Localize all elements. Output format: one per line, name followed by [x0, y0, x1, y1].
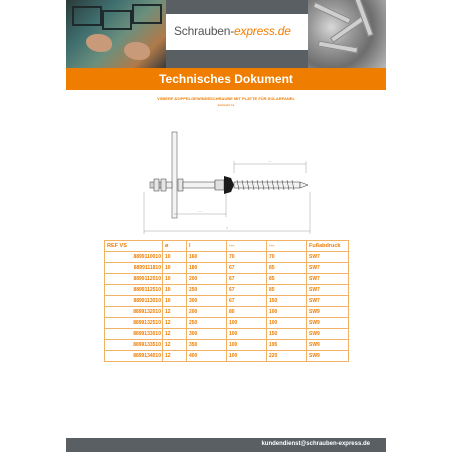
table-cell: 8899133010	[105, 329, 163, 340]
table-cell: SW9	[307, 340, 349, 351]
logo-main-text: Schrauben-	[174, 24, 235, 38]
column-header: REF VS	[105, 241, 163, 252]
document-title: Technisches Dokument	[159, 72, 293, 86]
table-cell: SW9	[307, 318, 349, 329]
sealing-washer	[224, 176, 234, 194]
dimension-label-middle: ---	[198, 209, 202, 213]
hand-icon	[124, 42, 150, 60]
table-row	[105, 252, 349, 263]
screw-tip	[300, 182, 308, 188]
tool-tray-icon	[102, 10, 132, 30]
screw-technical-drawing	[106, 118, 346, 236]
table-row	[105, 329, 349, 340]
table-cell: SW7	[307, 296, 349, 307]
header-banner	[66, 0, 386, 68]
column-header: l	[187, 241, 227, 252]
table-cell: SW9	[307, 307, 349, 318]
table-cell: 10	[163, 252, 187, 263]
table-cell: 8899132010	[105, 307, 163, 318]
table-cell: 70	[267, 252, 307, 263]
table-row	[105, 340, 349, 351]
support-email-link[interactable]: kundendienst@schrauben-express.de	[261, 441, 370, 447]
nut	[178, 179, 183, 191]
column-header: Fußabdruck	[307, 241, 349, 252]
table-cell: 100	[227, 329, 267, 340]
product-reference: Edelstahl A2	[217, 103, 235, 107]
screws-photo	[308, 0, 386, 68]
column-header: ---	[227, 241, 267, 252]
column-header: ø	[163, 241, 187, 252]
table-cell: 8899113010	[105, 296, 163, 307]
table-cell: 12	[163, 351, 187, 362]
dimension-label-top: ---	[268, 159, 272, 163]
table-cell: 80	[227, 307, 267, 318]
table-cell: 70	[227, 252, 267, 263]
table-cell: 8899112010	[105, 274, 163, 285]
table-cell: SW9	[307, 351, 349, 362]
tool-tray-icon	[132, 4, 162, 24]
table-cell: 150	[267, 329, 307, 340]
table-cell: 67	[227, 263, 267, 274]
table-cell: 8899111810	[105, 263, 163, 274]
table-cell: 220	[267, 351, 307, 362]
table-cell: 8899133510	[105, 340, 163, 351]
table-cell: 300	[187, 329, 227, 340]
table-cell: 180	[187, 263, 227, 274]
table-cell: 250	[187, 318, 227, 329]
footer-bar	[66, 438, 386, 452]
table-cell: 150	[267, 296, 307, 307]
document-page	[66, 0, 386, 452]
table-cell: 85	[267, 274, 307, 285]
table-cell: 100	[227, 318, 267, 329]
table-row	[105, 351, 349, 362]
table-cell: SW7	[307, 263, 349, 274]
table-cell: SW7	[307, 274, 349, 285]
hand-icon	[86, 34, 112, 52]
table-cell: 195	[267, 340, 307, 351]
table-cell: 8899132510	[105, 318, 163, 329]
table-cell: 400	[187, 351, 227, 362]
screw-collar	[215, 180, 224, 190]
table-cell: 12	[163, 318, 187, 329]
dimension-label-total: l	[226, 226, 228, 230]
table-cell: 160	[187, 252, 227, 263]
table-header-row	[105, 241, 349, 252]
product-title: VSBERF-DOPPELGEWINDESCHRAUBE MIT PLATTE FÜR SOLARPANEL	[157, 96, 295, 101]
table-cell: 67	[227, 296, 267, 307]
table-cell: 10	[163, 274, 187, 285]
mounting-plate	[172, 132, 177, 218]
table-cell: 85	[267, 285, 307, 296]
table-row	[105, 263, 349, 274]
table-cell: 10	[163, 296, 187, 307]
table-row	[105, 318, 349, 329]
table-cell: 250	[187, 285, 227, 296]
table-cell: 8899110010	[105, 252, 163, 263]
table-cell: SW7	[307, 252, 349, 263]
table-row	[105, 274, 349, 285]
table-cell: 8899112510	[105, 285, 163, 296]
column-header: ---	[267, 241, 307, 252]
logo-accent-text: express.de	[234, 24, 291, 38]
nut	[154, 179, 159, 191]
table-cell: 67	[227, 285, 267, 296]
table-cell: 12	[163, 340, 187, 351]
logo[interactable]	[166, 14, 308, 50]
right-thread	[234, 182, 300, 188]
table-cell: 8899134010	[105, 351, 163, 362]
table-cell: 100	[227, 351, 267, 362]
table-cell: 300	[187, 296, 227, 307]
table-cell: 10	[163, 263, 187, 274]
screw-icon	[318, 41, 358, 54]
table-cell: 100	[227, 340, 267, 351]
screw-icon	[313, 2, 352, 24]
table-cell: 10	[163, 285, 187, 296]
table-row	[105, 285, 349, 296]
table-cell: 85	[267, 263, 307, 274]
table-cell: 200	[187, 307, 227, 318]
table-cell: 350	[187, 340, 227, 351]
table-cell: 12	[163, 307, 187, 318]
workshop-photo	[66, 0, 166, 68]
table-cell: 200	[187, 274, 227, 285]
table-cell: 12	[163, 329, 187, 340]
document-title-bar	[66, 68, 386, 90]
table-cell: SW7	[307, 285, 349, 296]
spec-table	[104, 240, 349, 362]
table-row	[105, 307, 349, 318]
screw-shank	[183, 182, 215, 188]
table-cell: 100	[267, 307, 307, 318]
table-cell: SW9	[307, 329, 349, 340]
table-cell: 67	[227, 274, 267, 285]
nut	[161, 179, 166, 191]
table-row	[105, 296, 349, 307]
tool-tray-icon	[72, 6, 102, 26]
table-cell: 100	[267, 318, 307, 329]
